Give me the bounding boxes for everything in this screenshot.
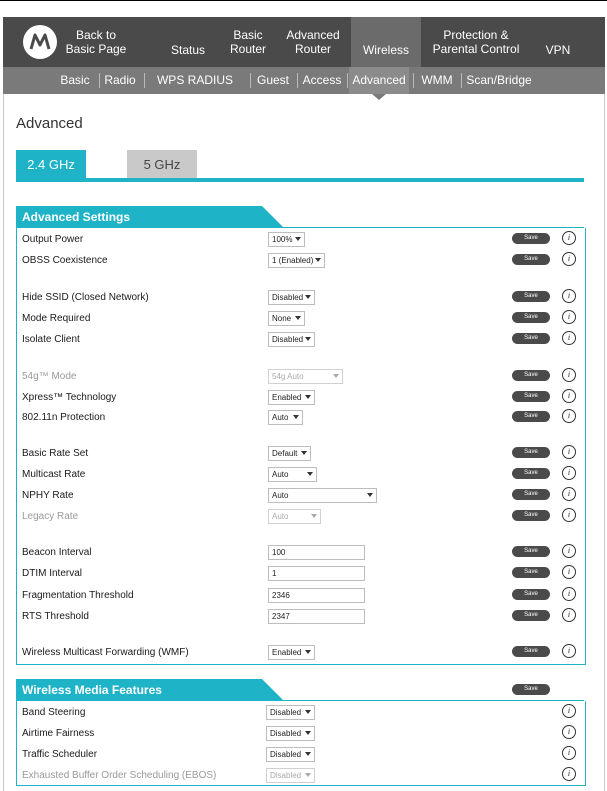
setting-label: 802.11n Protection	[22, 412, 106, 423]
subnav-advanced[interactable]: Advanced	[349, 67, 409, 94]
select-value: Enabled	[272, 393, 302, 402]
setting-row-band-steering	[22, 704, 584, 724]
save-button[interactable]: Save	[512, 447, 550, 458]
save-button[interactable]: Save	[512, 233, 550, 244]
subnav-scan-bridge[interactable]: Scan/Bridge	[466, 73, 532, 87]
chevron-down-icon	[305, 337, 311, 341]
save-button[interactable]: Save	[512, 589, 550, 600]
setting-label: Band Steering	[22, 707, 86, 718]
setting-label: Traffic Scheduler	[22, 749, 98, 760]
save-button[interactable]: Save	[512, 489, 550, 500]
chevron-down-icon	[305, 773, 311, 777]
select-value: Default	[272, 449, 298, 458]
save-button[interactable]: Save	[512, 468, 550, 479]
setting-label: OBSS Coexistence	[22, 255, 108, 266]
54g-mode-select	[268, 369, 343, 384]
nav-wireless[interactable]	[351, 17, 421, 67]
chevron-down-icon	[305, 295, 311, 299]
setting-row-wireless-multicast-forwarding-wmf	[22, 644, 584, 664]
select-value: Enabled	[272, 648, 302, 657]
info-icon[interactable]: i	[562, 565, 576, 579]
chevron-down-icon	[293, 415, 299, 419]
setting-row-exhausted-buffer-order-scheduling-ebos	[22, 767, 584, 787]
airtime-fairness-select[interactable]	[266, 726, 315, 741]
hide-ssid-closed-network-select[interactable]	[268, 290, 315, 305]
save-button[interactable]: Save	[512, 370, 550, 381]
save-button-wireless-media[interactable]: Save	[512, 684, 550, 695]
setting-row-airtime-fairness	[22, 725, 584, 745]
nav-protection-parental-control[interactable]	[431, 17, 521, 67]
section-title: Wireless Media Features	[22, 683, 162, 697]
beacon-interval-input[interactable]: 100	[268, 545, 365, 560]
setting-row-obss-coexistence	[22, 252, 584, 272]
setting-row-54g-mode	[22, 368, 584, 388]
save-button[interactable]: Save	[512, 546, 550, 557]
nav-label-line1: Back to	[75, 28, 116, 42]
select-value: 1 (Enabled)	[272, 256, 314, 265]
setting-label: Legacy Rate	[22, 511, 79, 522]
nav-back-to-basic-page[interactable]	[65, 17, 127, 67]
info-icon[interactable]: i	[562, 508, 576, 522]
setting-row-mode-required	[22, 310, 584, 330]
setting-label: Exhausted Buffer Order Scheduling (EBOS)	[22, 770, 217, 781]
traffic-scheduler-select[interactable]	[266, 747, 315, 762]
nav-basic-router[interactable]	[223, 17, 273, 67]
setting-label: Multicast Rate	[22, 469, 86, 480]
chevron-down-icon	[367, 493, 373, 497]
setting-label: Wireless Multicast Forwarding (WMF)	[22, 647, 189, 658]
info-icon[interactable]: i	[562, 445, 576, 459]
subnav-wps-radius-wep[interactable]: WPS RADIUS WEP	[156, 73, 233, 114]
tab-5-ghz[interactable]: 5 GHz	[127, 150, 197, 179]
nav-vpn[interactable]	[538, 17, 578, 67]
nav-label-line1: Advanced	[286, 28, 340, 42]
subnav-wmm[interactable]: WMM	[421, 73, 453, 87]
nav-advanced-router[interactable]	[283, 17, 343, 67]
subnav-divider	[347, 73, 348, 88]
setting-label: Airtime Fairness	[22, 728, 95, 739]
save-button[interactable]: Save	[512, 391, 550, 402]
nav-label-line2: Router	[294, 42, 332, 56]
nav-label: VPN	[545, 43, 571, 57]
setting-row-multicast-rate	[22, 466, 584, 486]
setting-row-isolate-client	[22, 331, 584, 351]
basic-rate-set-select[interactable]	[268, 446, 311, 461]
info-icon[interactable]: i	[562, 389, 576, 403]
info-icon[interactable]: i	[562, 644, 576, 658]
section-header-advanced-settings	[16, 206, 284, 228]
subnav-divider	[297, 73, 298, 88]
info-icon[interactable]: i	[562, 544, 576, 558]
subnav-divider	[461, 73, 462, 88]
save-button[interactable]: Save	[512, 254, 550, 265]
setting-row-traffic-scheduler	[22, 746, 584, 766]
info-icon[interactable]: i	[562, 409, 576, 423]
tab-underline	[16, 178, 584, 182]
nav-label: Wireless	[362, 43, 409, 57]
nav-label-line1: Basic	[233, 28, 263, 42]
select-value: Disabled	[270, 729, 302, 738]
setting-row-nphy-rate	[22, 487, 584, 507]
subnav-radio[interactable]: Radio	[104, 73, 136, 87]
save-button[interactable]: Save	[512, 411, 550, 422]
info-icon[interactable]: i	[562, 252, 576, 266]
setting-label: Output Power	[22, 234, 84, 245]
rts-threshold-input[interactable]: 2347	[268, 609, 365, 624]
setting-label: NPHY Rate	[22, 490, 74, 501]
multicast-rate-select[interactable]	[268, 467, 317, 482]
subnav-access[interactable]: Access	[302, 73, 342, 87]
subnav-guest[interactable]: Guest	[256, 73, 289, 87]
info-icon[interactable]: i	[562, 767, 576, 781]
chevron-down-icon	[295, 237, 301, 241]
page-title: Advanced	[16, 115, 83, 132]
select-value: Disabled	[270, 771, 302, 780]
fragmentation-threshold-input[interactable]: 2346	[268, 588, 365, 603]
subnav-basic[interactable]: Basic	[60, 73, 90, 87]
select-value: None	[272, 314, 292, 323]
info-icon[interactable]: i	[562, 725, 576, 739]
subnav-divider	[250, 73, 251, 88]
obss-coexistence-select[interactable]	[268, 253, 325, 268]
setting-row-hide-ssid-closed-network	[22, 289, 584, 309]
setting-row-rts-threshold	[22, 608, 584, 628]
info-icon[interactable]: i	[562, 368, 576, 382]
active-indicator-caret	[372, 94, 386, 100]
select-value: Auto	[272, 491, 289, 500]
select-value: 100%	[272, 235, 293, 244]
setting-row-output-power	[22, 231, 584, 251]
info-icon[interactable]: i	[562, 331, 576, 345]
save-button[interactable]: Save	[512, 291, 550, 302]
select-value: Disabled	[272, 293, 304, 302]
setting-row-dtim-interval	[22, 565, 584, 585]
save-button[interactable]: Save	[512, 510, 550, 521]
setting-row-802-11n-protection	[22, 409, 584, 429]
setting-row-xpress-technology	[22, 389, 584, 409]
chevron-down-icon	[305, 752, 311, 756]
legacy-rate-select	[268, 509, 321, 524]
output-power-select[interactable]	[268, 232, 305, 247]
select-value: 54g Auto	[272, 372, 304, 381]
select-value: Auto	[272, 470, 289, 479]
setting-row-beacon-interval	[22, 544, 584, 564]
setting-row-legacy-rate	[22, 508, 584, 528]
select-value: Disabled	[272, 335, 304, 344]
nav-status[interactable]	[163, 17, 213, 67]
band-steering-select[interactable]	[266, 705, 315, 720]
motorola-logo-icon[interactable]	[23, 25, 57, 59]
section-header-wireless-media-features	[16, 679, 284, 701]
setting-label: Basic Rate Set	[22, 448, 89, 459]
setting-label: Beacon Interval	[22, 547, 92, 558]
info-icon[interactable]: i	[562, 587, 576, 601]
save-button[interactable]: Save	[512, 610, 550, 621]
chevron-down-icon	[305, 395, 311, 399]
subnav-divider	[144, 73, 145, 88]
chevron-down-icon	[305, 650, 311, 654]
xpress-technology-select[interactable]	[268, 390, 315, 405]
wireless-multicast-forwarding-wmf-select[interactable]	[268, 645, 315, 660]
nav-label-line2: Parental Control	[432, 42, 520, 56]
info-icon[interactable]: i	[562, 231, 576, 245]
setting-label: Xpress™ Technology	[22, 392, 117, 403]
info-icon[interactable]: i	[562, 487, 576, 501]
select-value: Auto	[272, 512, 289, 521]
chevron-down-icon	[315, 258, 321, 262]
info-icon[interactable]: i	[562, 466, 576, 480]
setting-label: Isolate Client	[22, 334, 80, 345]
mode-required-select[interactable]	[268, 311, 305, 326]
nav-label: Status	[170, 43, 206, 57]
subnav-divider	[413, 73, 414, 88]
info-icon[interactable]: i	[562, 608, 576, 622]
setting-label: DTIM Interval	[22, 568, 83, 579]
sub-nav	[3, 67, 605, 114]
save-button[interactable]: Save	[512, 312, 550, 323]
chevron-down-icon	[295, 316, 301, 320]
tab-2-4-ghz[interactable]: 2.4 GHz	[16, 150, 86, 179]
top-border	[0, 0, 607, 1]
setting-label: RTS Threshold	[22, 611, 89, 622]
save-button[interactable]: Save	[512, 646, 550, 657]
subnav-divider	[99, 73, 100, 88]
info-icon[interactable]: i	[562, 746, 576, 760]
nav-label-line2: Router	[229, 42, 267, 56]
save-button[interactable]: Save	[512, 333, 550, 344]
nav-label-line1: Protection &	[443, 28, 509, 42]
page-border-right	[604, 94, 605, 791]
nav-label-line2: Basic Page	[65, 42, 127, 56]
setting-label: 54g™ Mode	[22, 371, 77, 382]
info-icon[interactable]: i	[562, 310, 576, 324]
setting-label: Mode Required	[22, 313, 91, 324]
save-button[interactable]: Save	[512, 567, 550, 578]
chevron-down-icon	[305, 731, 311, 735]
select-value: Disabled	[270, 708, 302, 717]
setting-row-basic-rate-set	[22, 445, 584, 465]
dtim-interval-input[interactable]: 1	[268, 566, 365, 581]
setting-label: Hide SSID (Closed Network)	[22, 292, 149, 303]
setting-row-fragmentation-threshold	[22, 587, 584, 607]
chevron-down-icon	[305, 710, 311, 714]
chevron-down-icon	[301, 451, 307, 455]
802-11n-protection-select[interactable]	[268, 410, 303, 425]
select-value: Disabled	[270, 750, 302, 759]
page-border-left	[3, 94, 4, 791]
info-icon[interactable]: i	[562, 704, 576, 718]
chevron-down-icon	[307, 472, 313, 476]
chevron-down-icon	[311, 514, 317, 518]
chevron-down-icon	[333, 374, 339, 378]
isolate-client-select[interactable]	[268, 332, 315, 347]
select-value: Auto	[272, 413, 289, 422]
section-title: Advanced Settings	[22, 210, 131, 224]
exhausted-buffer-order-scheduling-ebos-select	[266, 768, 315, 783]
setting-label: Fragmentation Threshold	[22, 590, 134, 601]
nphy-rate-select[interactable]	[268, 488, 377, 503]
info-icon[interactable]: i	[562, 289, 576, 303]
main-nav	[3, 17, 605, 67]
